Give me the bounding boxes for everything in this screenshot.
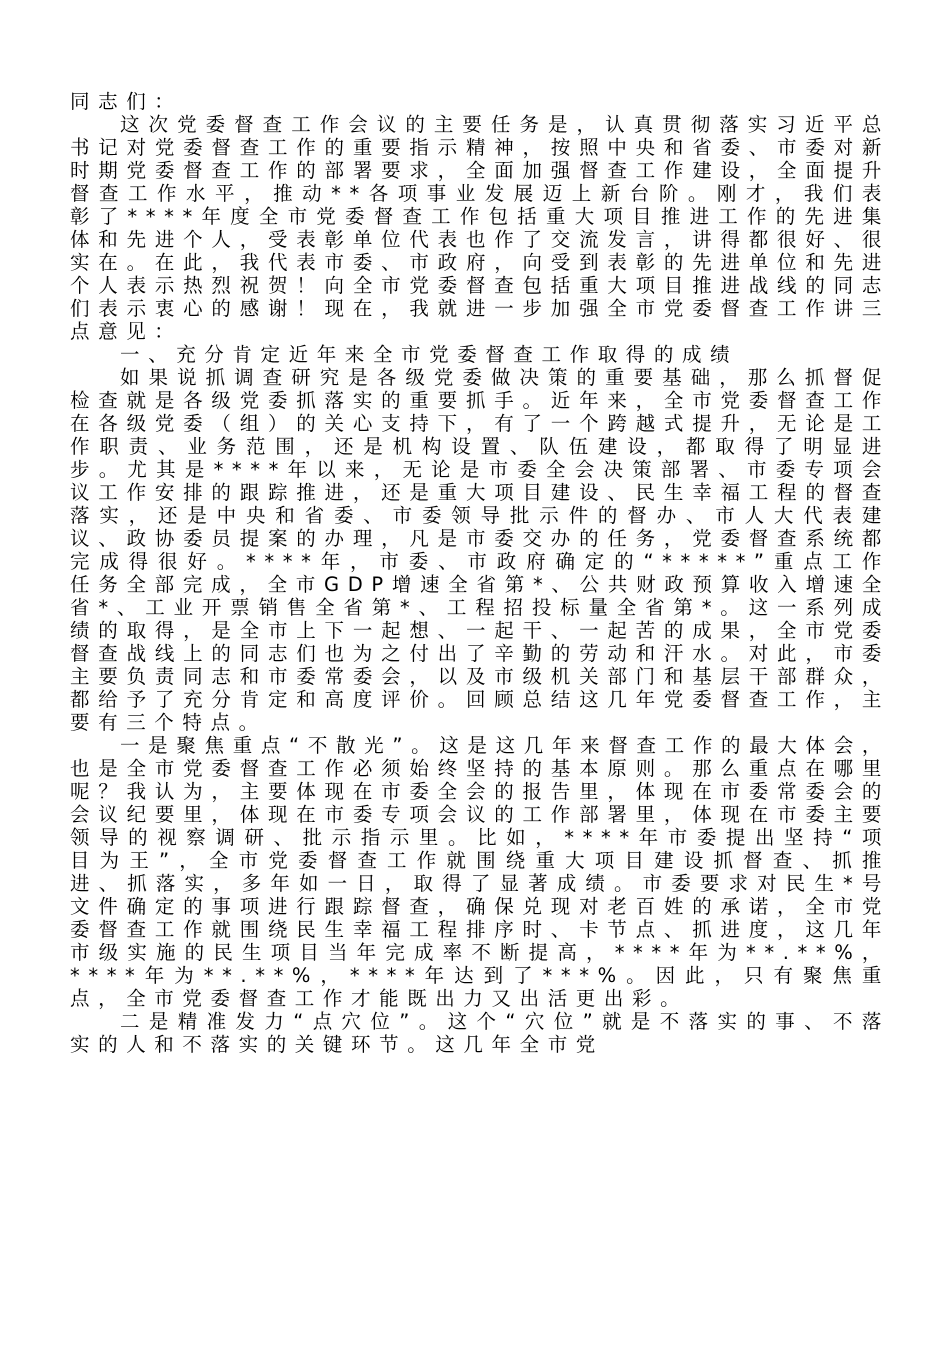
- body-paragraph: 如果说抓调查研究是各级党委做决策的重要基础，那么抓督促检查就是各级党委抓落实的重要抓手。近年来，全市党委督查工作在各级党委（组）的关心支持下，有了一个跨越式提升，无论是工作职责、业务范围，还是机构设置、队伍建设，都取得了明显进步。尤其是****年以来，无论是市委全会决策部署、市委专项会议工作安排的跟踪推进，还是重大项目建设、民生幸福工程的督查落实，还是中央和省委、市委领导批示件的督办、市人大代表建议、政协委员提案的办理，凡是市委交办的任务，党委督查系统都完成得很好。****年，市委、市政府确定的“*****”重点工作任务全部完成，全市GDP增速全省第*、公共财政预算收入增速全省*、工业开票销售全省第*、工程招投标量全省第*。这一系列成绩的取得，是全市上下一起想、一起干、一起苦的成果，全市党委督查战线上的同志们也为之付出了辛勤的劳动和汗水。对此，市委主要负责同志和市委常委会，以及市级机关部门和基层干部群众，都给予了充分肯定和高度评价。回顾总结这几年党委督查工作，主要有三个特点。: [70, 366, 890, 734]
- intro-paragraph: 这次党委督查工作会议的主要任务是，认真贯彻落实习近平总书记对党委督查工作的重要指示精神，按照中央和省委、市委对新时期党委督查工作的部署要求，全面加强督查工作建设，全面提升督查工作水平，推动**各项事业发展迈上新台阶。刚才，我们表彰了****年度全市党委督查工作包括重大项目推进工作的先进集体和先进个人，受表彰单位代表也作了交流发言，讲得都很好、很实在。在此，我代表市委、市政府，向受到表彰的先进单位和先进个人表示热烈祝贺！向全市党委督查包括重大项目推进战线的同志们表示衷心的感谢！现在，我就进一步加强全市党委督查工作讲三点意见：: [70, 113, 890, 343]
- salutation: 同志们：: [70, 90, 183, 113]
- body-paragraph: 一是聚焦重点“不散光”。这是这几年来督查工作的最大体会，也是全市党委督查工作必须始终坚持的基本原则。那么重点在哪里呢？我认为，主要体现在市委全会的报告里，体现在市委常委会的会议纪要里，体现在市委专项会议的工作部署里，体现在市委主要领导的视察调研、批示指示里。比如，****年市委提出坚持“项目为王”，全市党委督查工作就围绕重大项目建设抓督查、抓推进、抓落实，多年如一日，取得了显著成绩。市委要求对民生*号文件确定的事项进行跟踪督查，确保兑现对老百姓的承诺，全市党委督查工作就围绕民生幸福工程排序时、卡节点、抓进度，这几年市级实施的民生项目当年完成率不断提高，****年为**.**%，****年为**.**%，****年达到了***%。因此，只有聚焦重点，全市党委督查工作才能既出力又出活更出彩。: [70, 734, 890, 1010]
- document-page: [70, 90, 890, 1056]
- body-paragraph: 二是精准发力“点穴位”。这个“穴位”就是不落实的事、不落实的人和不落实的关键环节。这几年全市党: [70, 1010, 890, 1056]
- section-heading: 一、充分肯定近年来全市党委督查工作取得的成绩: [120, 343, 739, 366]
